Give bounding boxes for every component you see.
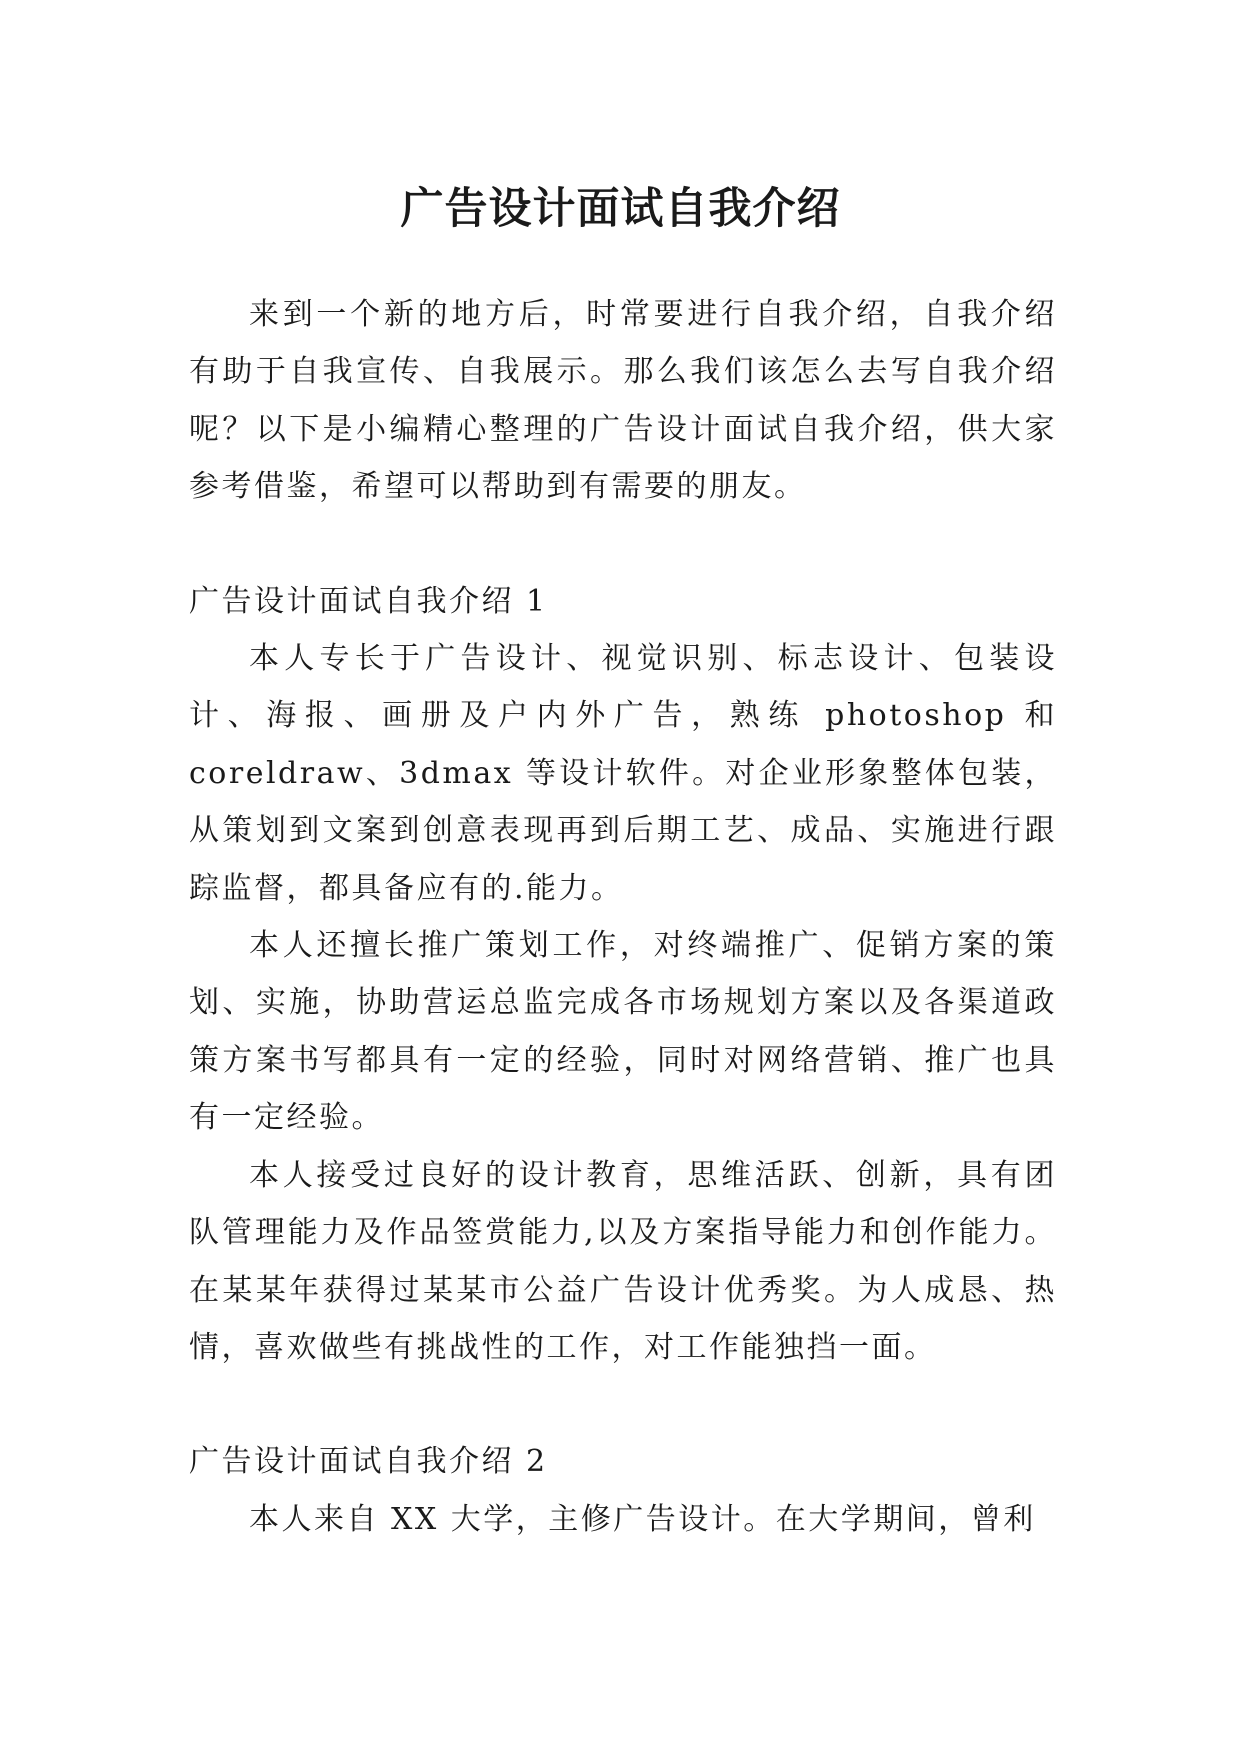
document-title: 广告设计面试自我介绍 xyxy=(400,183,841,234)
section-spacer xyxy=(189,516,1057,573)
section-1-paragraph-1: 本人专长于广告设计、视觉识别、标志设计、包装设计、海报、画册及户内外广告，熟练 photoshop 和 coreldraw、3dmax 等设计软件。对企业形象整体包装，从策划到文案到创意表现再到后期工艺、成品、实施进行跟踪监督，都具备应有的.能力。 xyxy=(189,641,1057,906)
section-spacer xyxy=(189,1376,1057,1433)
intro-paragraph: 来到一个新的地方后，时常要进行自我介绍，自我介绍有助于自我宣传、自我展示。那么我们该怎么去写自我介绍呢？以下是小编精心整理的广告设计面试自我介绍，供大家参考借鉴，希望可以帮助到有需要的朋友。 xyxy=(189,297,1057,505)
section-heading-1: 广告设计面试自我介绍 1 xyxy=(189,583,548,619)
section-heading-2: 广告设计面试自我介绍 2 xyxy=(189,1444,548,1480)
section-1-paragraph-3: 本人接受过良好的设计教育，思维活跃、创新，具有团队管理能力及作品签赏能力,以及方案指导能力和创作能力。在某某年获得过某某市公益广告设计优秀奖。为人成恳、热情，喜欢做些有挑战性的工作，对工作能独挡一面。 xyxy=(189,1157,1057,1365)
document-body xyxy=(189,286,1057,1548)
section-1-paragraph-2: 本人还擅长推广策划工作，对终端推广、促销方案的策划、实施，协助营运总监完成各市场规划方案以及各渠道政策方案书写都具有一定的经验，同时对网络营销、推广也具有一定经验。 xyxy=(189,928,1057,1136)
section-2-paragraph-1: 本人来自 XX 大学，主修广告设计。在大学期间，曾利 xyxy=(249,1501,1036,1537)
